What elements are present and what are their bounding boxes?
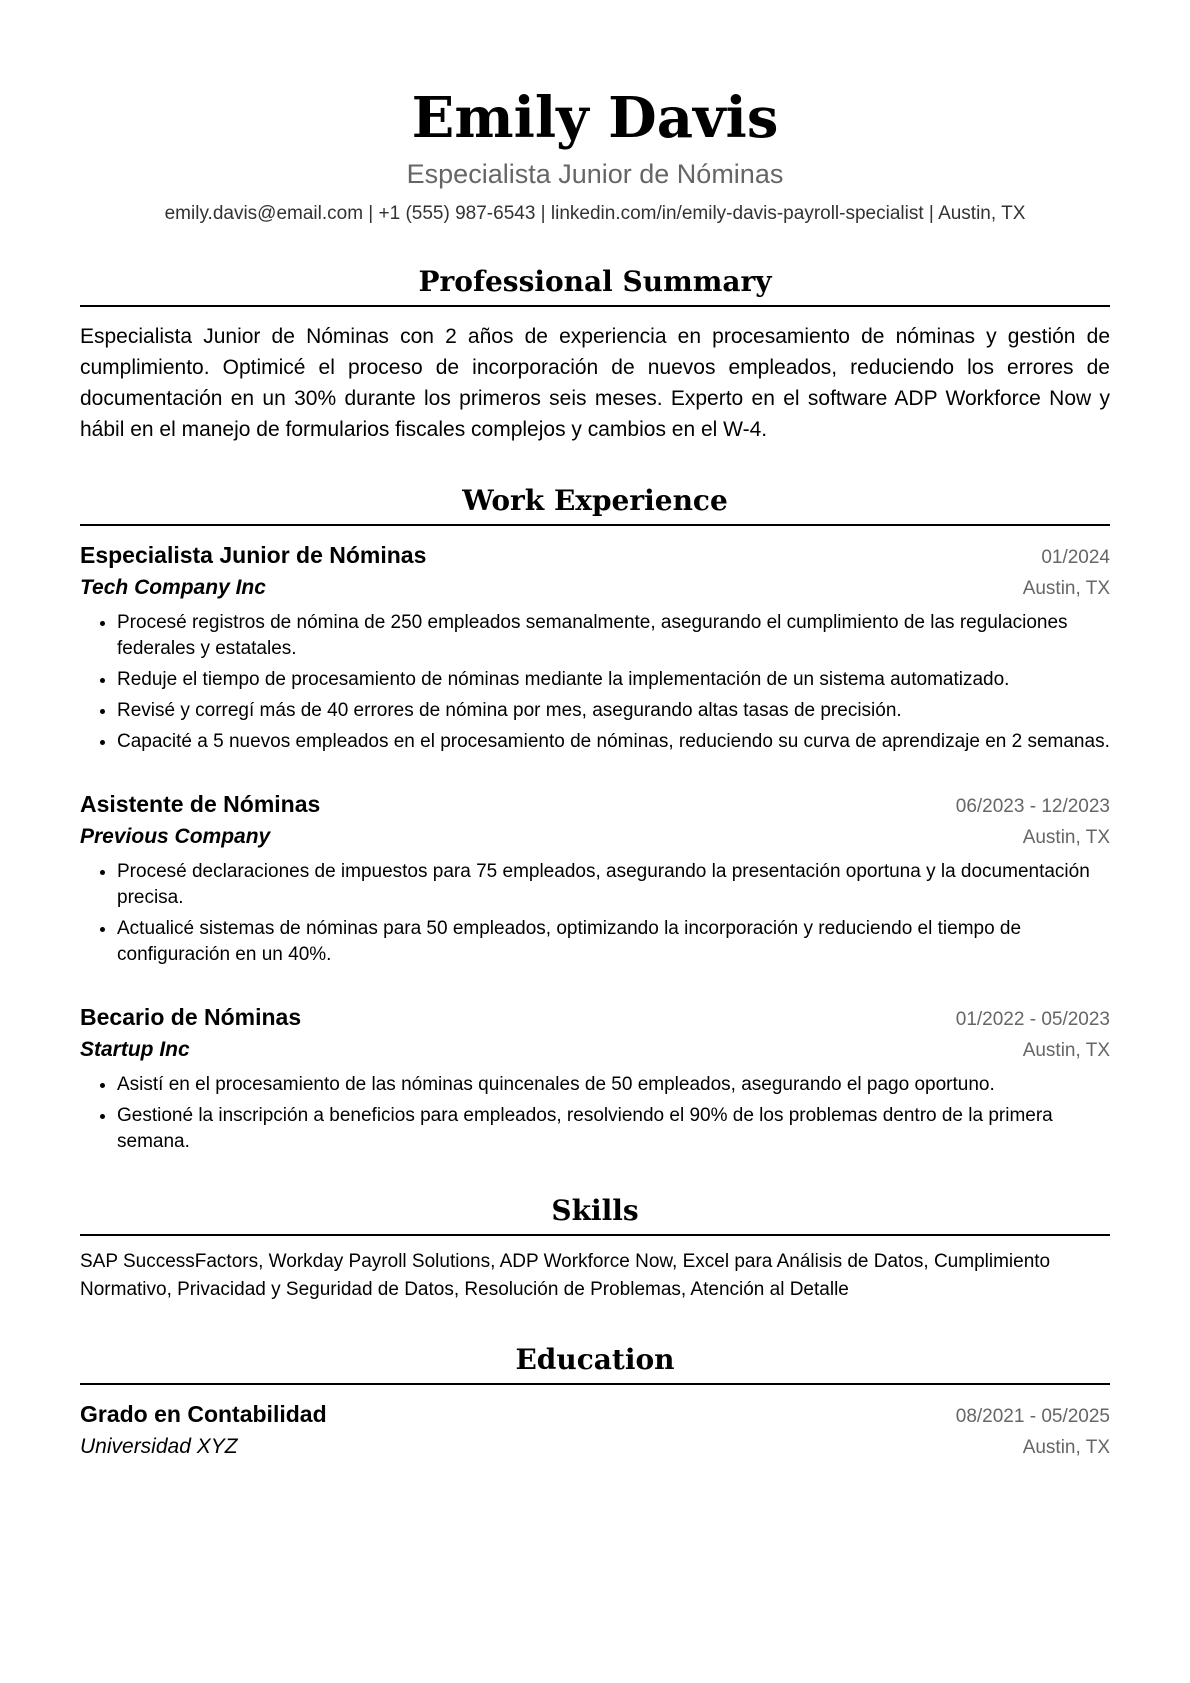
resume-header <box>80 0 1110 226</box>
job-entry <box>80 540 1110 755</box>
job-date: 01/2024 <box>1041 547 1110 568</box>
summary-heading: Professional Summary <box>80 264 1110 307</box>
job-location: Austin, TX <box>1022 578 1110 599</box>
summary-text: Especialista Junior de Nóminas con 2 años de experiencia en procesamiento de nóminas y gestión de cumplimiento. Optimicé el proceso de incorporación de nuevos empleados, reduciendo los errores de documentación en un 30% durante los primeros seis meses. Experto en el software ADP Workforce Now y hábil en el manejo de formularios fiscales complejos y cambios en el W-4. <box>80 325 1110 441</box>
job-bullet: • Procesé declaraciones de impuestos para 75 empleados, asegurando la presentación oportuna y la documentación precisa. <box>117 859 1110 911</box>
job-title: Especialista Junior de Nóminas <box>80 542 427 568</box>
summary-section <box>80 264 1110 445</box>
candidate-title: Especialista Junior de Nóminas <box>406 159 784 189</box>
job-entry <box>80 1002 1110 1155</box>
job-date: 06/2023 - 12/2023 <box>955 796 1110 817</box>
experience-heading: Work Experience <box>80 483 1110 526</box>
job-location: Austin, TX <box>1022 827 1110 848</box>
job-bullet: • Revisé y corregí más de 40 errores de nómina por mes, asegurando altas tasas de precisión. <box>117 698 1110 724</box>
job-bullets <box>80 859 1110 968</box>
job-bullet: • Asistí en el procesamiento de las nóminas quincenales de 50 empleados, asegurando el pago oportuno. <box>117 1072 1110 1098</box>
skills-section <box>80 1193 1110 1304</box>
education-heading: Education <box>80 1342 1110 1385</box>
job-date: 01/2022 - 05/2023 <box>955 1009 1110 1030</box>
experience-section <box>80 483 1110 1155</box>
education-entry <box>80 1399 1110 1463</box>
job-title: Becario de Nóminas <box>80 1004 302 1030</box>
job-location: Austin, TX <box>1022 1040 1110 1061</box>
job-title: Asistente de Nóminas <box>80 791 321 817</box>
job-bullet: • Gestioné la inscripción a beneficios para empleados, resolviendo el 90% de los problemas dentro de la primera semana. <box>117 1103 1110 1155</box>
job-bullets <box>80 1072 1110 1155</box>
job-bullets <box>80 610 1110 755</box>
education-date: 08/2021 - 05/2025 <box>955 1406 1110 1427</box>
school-name: Universidad XYZ <box>80 1435 238 1458</box>
job-bullet: • Capacité a 5 nuevos empleados en el procesamiento de nóminas, reduciendo su curva de aprendizaje en 2 semanas. <box>117 729 1110 755</box>
job-entry <box>80 789 1110 968</box>
job-bullet: • Reduje el tiempo de procesamiento de nóminas mediante la implementación de un sistema automatizado. <box>117 667 1110 693</box>
contact-line: emily.davis@email.com | +1 (555) 987-6543 | linkedin.com/in/emily-davis-payroll-specialist | Austin, TX <box>164 203 1026 224</box>
skills-heading: Skills <box>80 1193 1110 1236</box>
job-company: Previous Company <box>80 825 271 848</box>
candidate-name: Emily Davis <box>411 85 779 151</box>
job-company: Tech Company Inc <box>80 576 266 599</box>
education-section <box>80 1342 1110 1463</box>
education-location: Austin, TX <box>1022 1437 1110 1458</box>
job-bullet: • Procesé registros de nómina de 250 empleados semanalmente, asegurando el cumplimiento de las regulaciones federales y estatales. <box>117 610 1110 662</box>
skills-text: SAP SuccessFactors, Workday Payroll Solutions, ADP Workforce Now, Excel para Análisis de Datos, Cumplimiento Normativo, Privacidad y Seguridad de Datos, Resolución de Problemas, Atención al Detalle <box>80 1251 1051 1300</box>
degree-title: Grado en Contabilidad <box>80 1401 327 1427</box>
job-bullet: • Actualicé sistemas de nóminas para 50 empleados, optimizando la incorporación y reduciendo el tiempo de configuración en un 40%. <box>117 916 1110 968</box>
job-company: Startup Inc <box>80 1038 190 1061</box>
